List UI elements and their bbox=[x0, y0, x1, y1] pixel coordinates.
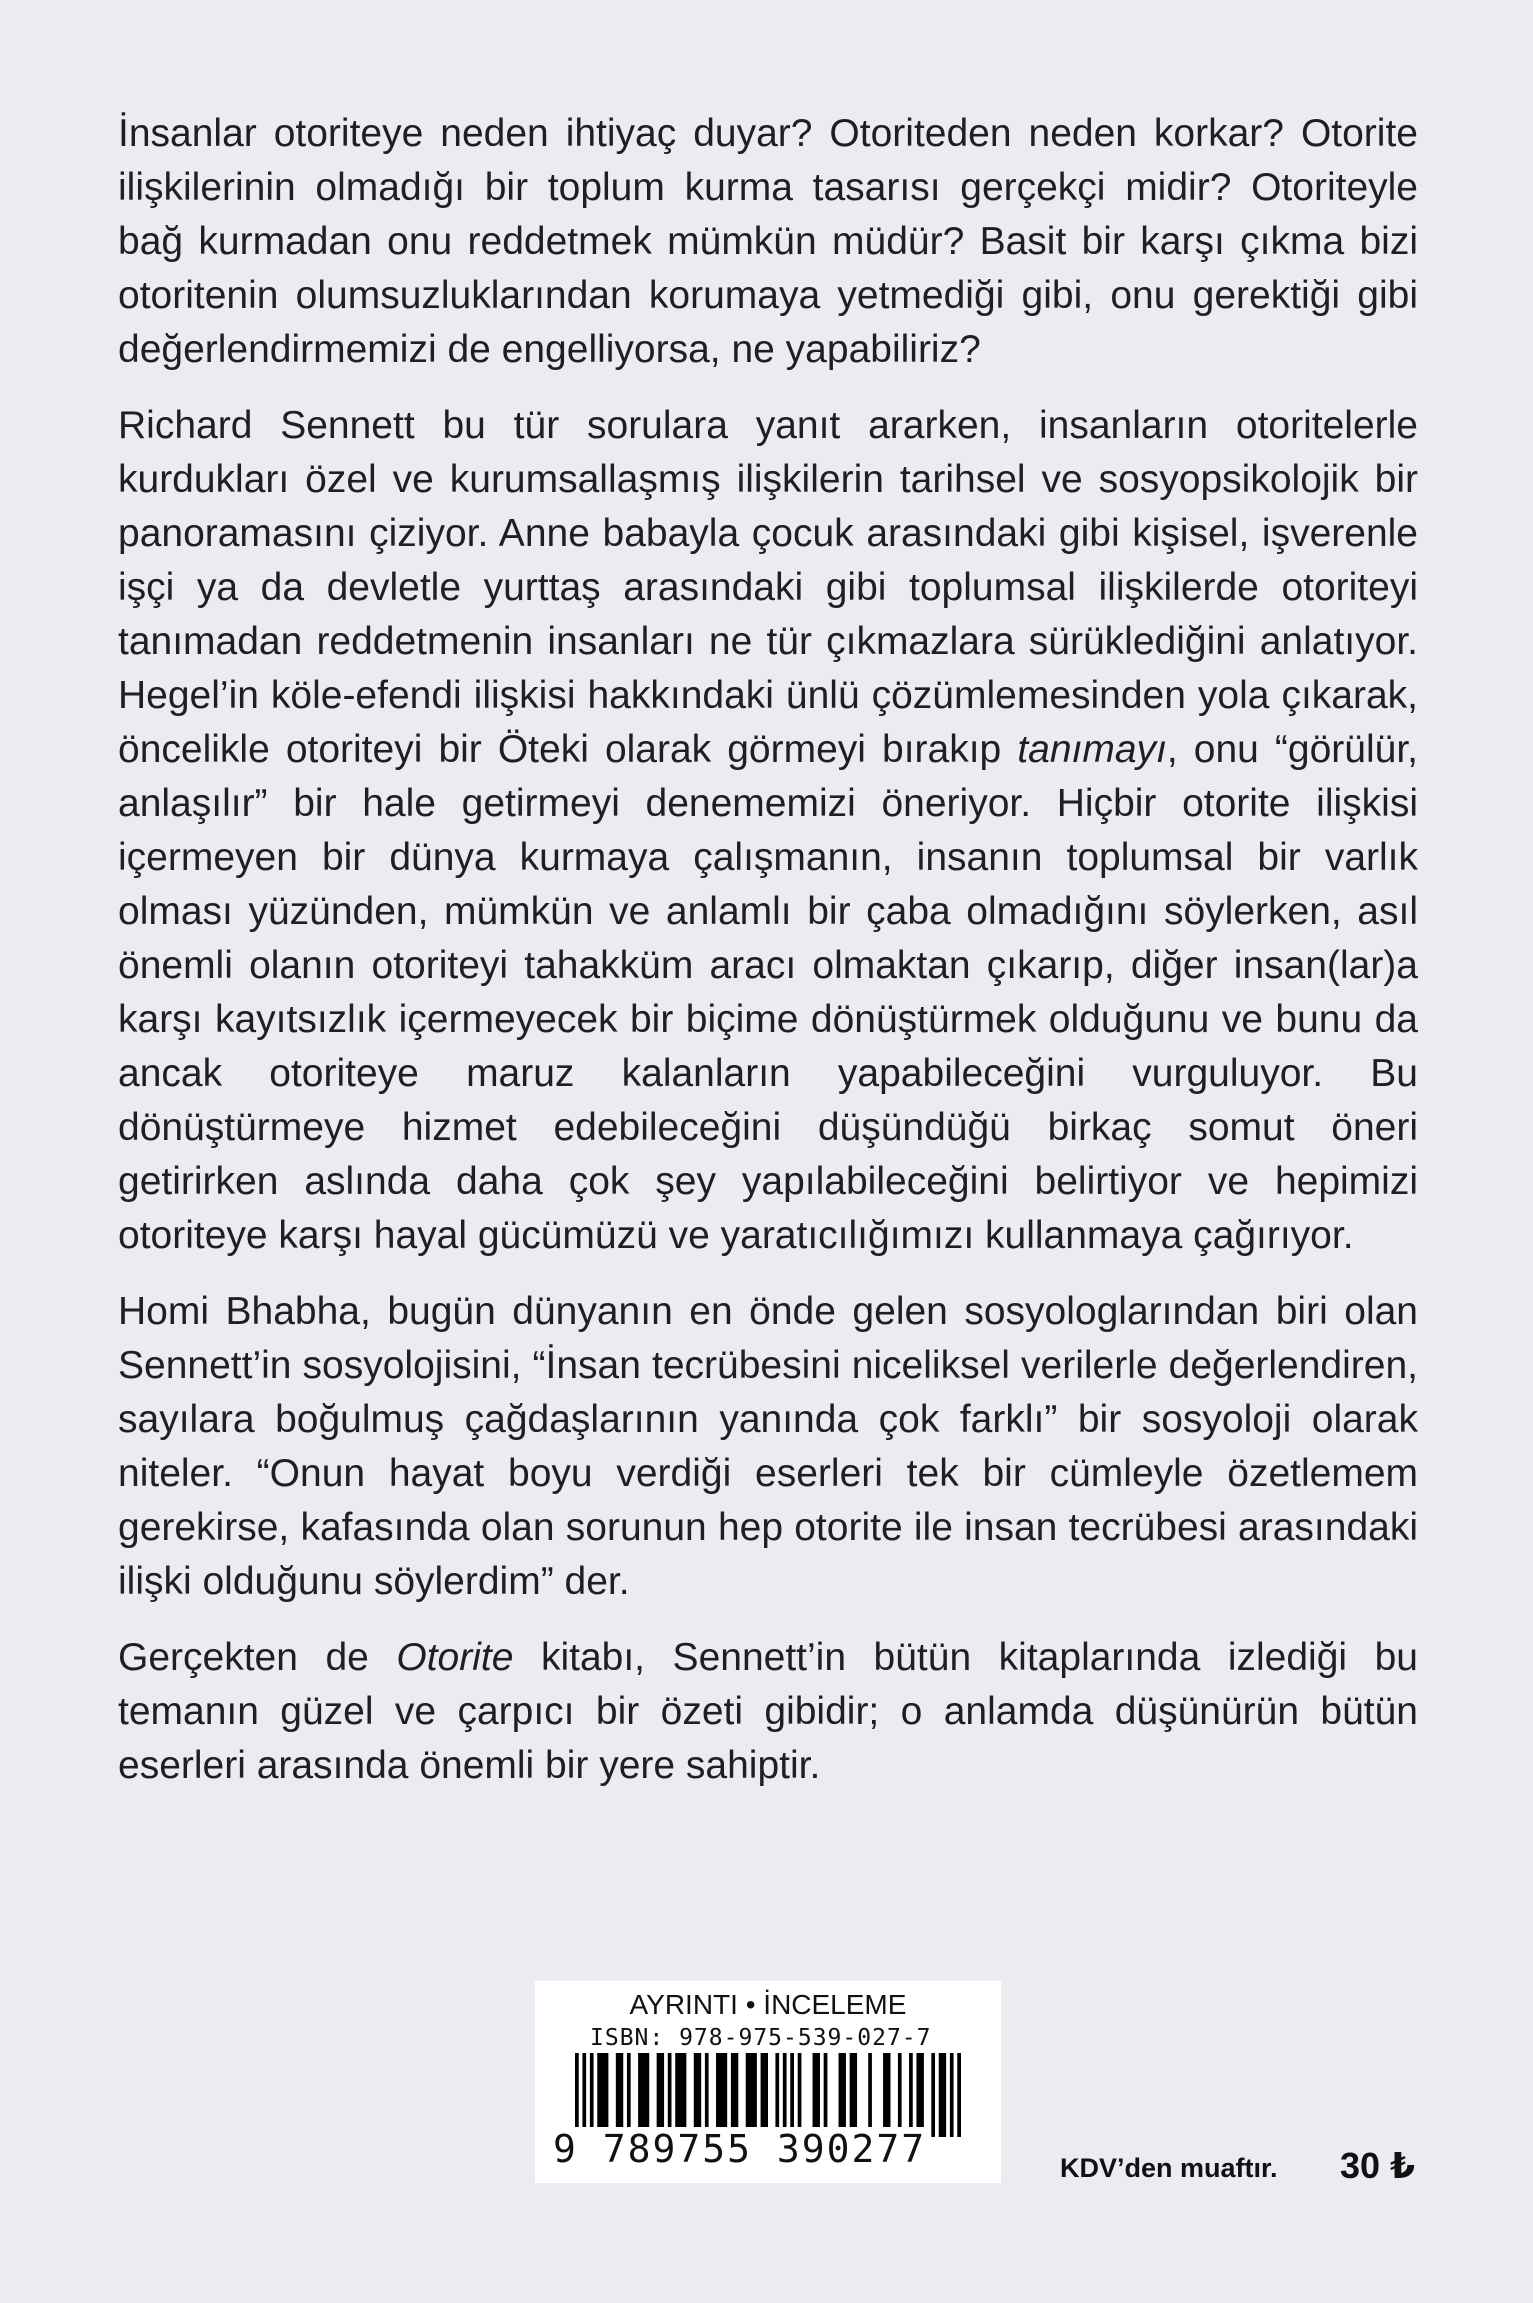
barcode-bar bbox=[950, 2053, 954, 2137]
barcode-bar bbox=[916, 2053, 923, 2137]
paragraph-conclusion-text-after: kitabı, Sennett’in bütün kitaplarında izlediği bu temanın güzel ve çarpıcı bir özeti gibidir; o anlamda düşünürün bütün eserleri arasında önemli bir yere sahiptir. bbox=[118, 1636, 1418, 1787]
back-cover-text bbox=[118, 107, 1418, 1815]
barcode-bar bbox=[638, 2053, 649, 2137]
barcode-bar bbox=[657, 2053, 664, 2137]
barcode-bar bbox=[627, 2053, 631, 2137]
isbn-number: ISBN: 978-975-539-027-7 bbox=[590, 2025, 932, 2051]
paragraph-bhabha-quote: Homi Bhabha, bugün dünyanın en önde gelen sosyologlarından biri olan Sennett’in sosyolojisini, “İnsan tecrübesini niceliksel verilerle değerlendiren, sayılara boğulmuş çağdaşlarının yanında çok farklı” bir sosyoloji olarak niteler. “Onun hayat boyu verdiği eserleri tek bir cümleyle özetlemem gerekirse, kafasında olan sorunun hep otorite ile insan tecrübesi arasındaki ilişki olduğunu söylerdim” der. bbox=[118, 1290, 1418, 1603]
paragraph-conclusion bbox=[118, 1631, 1418, 1793]
barcode-bar bbox=[909, 2053, 913, 2137]
price-label: 30 ₺ bbox=[1340, 2145, 1416, 2186]
vat-exempt-note: KDV’den muaftır. bbox=[1060, 2153, 1278, 2183]
barcode-bar bbox=[790, 2053, 794, 2137]
barcode-bar bbox=[898, 2053, 902, 2137]
barcode-bar bbox=[616, 2053, 623, 2137]
barcode-bar bbox=[694, 2053, 701, 2137]
barcode-bar bbox=[705, 2053, 709, 2137]
barcode-bar bbox=[957, 2053, 961, 2137]
barcode-bar bbox=[839, 2053, 846, 2137]
barcode-bar bbox=[668, 2053, 672, 2137]
barcode-bar bbox=[783, 2053, 787, 2137]
barcode-bar bbox=[868, 2053, 872, 2137]
barcode-bar bbox=[590, 2053, 594, 2137]
paragraph-sennett-summary bbox=[118, 399, 1418, 1263]
paragraph-intro-questions: İnsanlar otoriteye neden ihtiyaç duyar? Otoriteden neden korkar? Otorite ilişkilerinin olmadığı bir toplum kurma tasarısı gerçekçi midir? Otoriteyle bağ kurmadan onu reddetmek mümkün müdür? Basit bir karşı çıkma bizi otoritenin olumsuzluklarından korumaya yetmediği gibi, onu gerektiği gibi değerlendirmemizi de engelliyorsa, ne yapabiliriz? bbox=[118, 112, 1418, 371]
barcode-bar bbox=[939, 2053, 946, 2137]
barcode-bar bbox=[597, 2053, 608, 2137]
barcode-bar bbox=[716, 2053, 727, 2137]
barcode-bar bbox=[931, 2053, 935, 2137]
barcode-bar bbox=[775, 2053, 779, 2137]
barcode-bar bbox=[731, 2053, 738, 2137]
paragraph-conclusion-text-before: Gerçekten de bbox=[118, 1636, 397, 1679]
barcode-bar bbox=[850, 2053, 857, 2137]
barcode-digits: 9 789755 390277 bbox=[553, 2127, 927, 2171]
barcode-bar bbox=[761, 2053, 768, 2137]
barcode-bar bbox=[824, 2053, 828, 2137]
barcode-bar bbox=[746, 2053, 757, 2137]
paragraph-sennett-text-after: , onu “görülür, anlaşılır” bir hale getirmeyi denememizi öneriyor. Hiçbir otorite ilişkisi içermeyen bir dünya kurmaya çalışmanın, insanın toplumsal bir varlık olması yüzünden, mümkün ve anlamlı bir çaba olmadığını söylerken, asıl önemli olanın otoriteyi tahakküm aracı olmaktan çıkarıp, diğer insan(lar)a karşı kayıtsızlık içermeyecek bir biçime dönüştürmek olduğunu ve bunu da ancak otoriteye maruz kalanların yapabileceğini vurguluyor. Bu dönüştürmeye hizmet edebileceğini düşündüğü birkaç somut öneri getirirken aslında daha çok şey yapılabileceğini belirtiyor ve hepimizi otoriteye karşı hayal gücümüzü ve yaratıcılığımızı kullanmaya çağırıyor. bbox=[118, 728, 1418, 1257]
barcode-bar bbox=[575, 2053, 579, 2137]
paragraph-sennett-text-before: Richard Sennett bu tür sorulara yanıt ararken, insanların otoritelerle kurdukları özel ve kurumsallaşmış ilişkilerin tarihsel ve sosyopsikolojik bir panoramasını çiziyor. Anne babayla çocuk arasındaki gibi kişisel, işverenle işçi ya da devletle yurttaş arasındaki gibi toplumsal ilişkilerde otoriteyi tanımadan reddetmenin insanları ne tür çıkmazlara sürüklediğini anlatıyor. Hegel’in köle-efendi ilişkisi hakkındaki ünlü çözümlemesinden yola çıkarak, öncelikle otoriteyi bir Öteki olarak görmeyi bırakıp bbox=[118, 404, 1418, 771]
barcode-bars-icon bbox=[575, 2053, 961, 2137]
book-title-emphasis: Otorite bbox=[396, 1636, 514, 1679]
barcode-bar bbox=[813, 2053, 820, 2137]
barcode-bar bbox=[883, 2053, 890, 2137]
barcode-bar bbox=[582, 2053, 586, 2137]
isbn-barcode-panel bbox=[535, 1981, 1001, 2183]
paragraph-sennett-emphasis: tanımayı bbox=[1017, 728, 1167, 771]
barcode-bar bbox=[675, 2053, 686, 2137]
barcode-bar bbox=[798, 2053, 802, 2137]
series-label: AYRINTI • İNCELEME bbox=[629, 1989, 907, 2020]
